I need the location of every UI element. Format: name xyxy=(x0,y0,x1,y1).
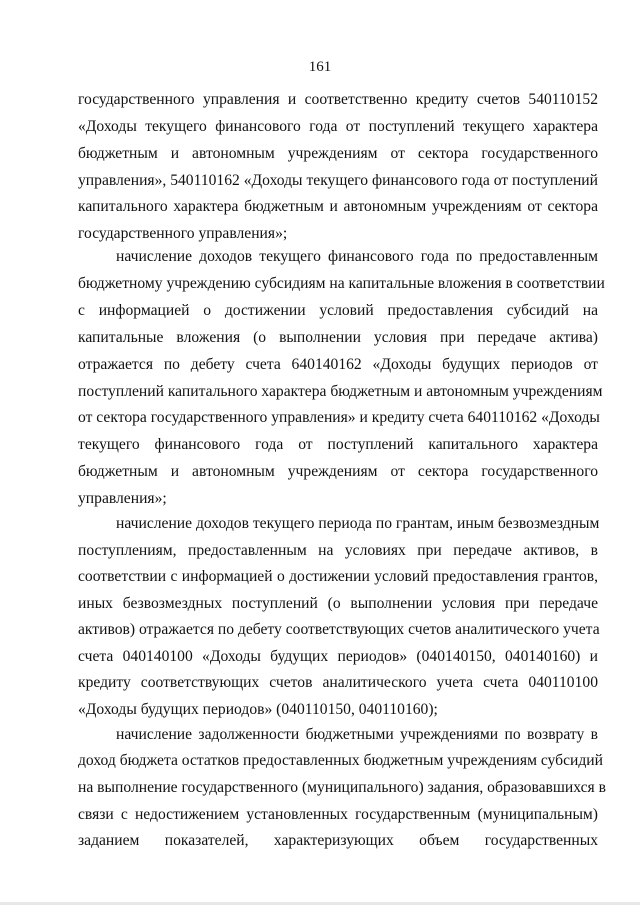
text-line: кредиту соответствующих счетов аналитического учета счета 040110100 xyxy=(78,674,598,691)
text-line: отражается по дебету счета 640140162 «Доходы будущих периодов от xyxy=(78,356,598,373)
text-line: заданием показателей, характеризующих объем государственных xyxy=(78,832,598,849)
text-line: с информацией о достижении условий предоставления субсидий на xyxy=(78,302,598,319)
text-line: поступлениям, предоставленным на условиях при передаче активов, в xyxy=(78,542,598,559)
text-line: капитального характера бюджетным и автономным учреждениям от сектора xyxy=(78,198,598,215)
text-line: на выполнение государственного (муниципального) задания, образовавшихся в xyxy=(78,779,606,796)
text-line: бюджетному учреждению субсидиям на капитальные вложения в соответствии xyxy=(78,275,605,292)
text-line: текущего финансового года от поступлений капитального характера xyxy=(78,436,598,453)
text-line: «Доходы текущего финансового года от поступлений текущего характера xyxy=(78,118,598,135)
text-line: соответствии с информацией о достижении условий предоставления грантов, xyxy=(78,568,598,585)
text-line: счета 040140100 «Доходы будущих периодов» (040140150, 040140160) и xyxy=(78,648,598,665)
text-line: управления», 540110162 «Доходы текущего финансового года от поступлений xyxy=(78,172,598,189)
text-line: поступлений капитального характера бюджетным и автономным учреждениям xyxy=(78,383,603,400)
text-line: начисление доходов текущего финансового года по предоставленным xyxy=(116,248,598,265)
text-line: государственного управления»; xyxy=(78,225,288,242)
text-line: иных безвозмездных поступлений (о выполнении условия при передаче xyxy=(78,595,598,612)
text-line: бюджетным и автономным учреждениям от сектора государственного xyxy=(78,463,598,480)
text-line: государственного управления и соответственно кредиту счетов 540110152 xyxy=(78,91,598,108)
text-line: начисление доходов текущего периода по грантам, иным безвозмездным xyxy=(116,515,600,532)
text-line: управления»; xyxy=(78,490,167,507)
page-number: 161 xyxy=(308,59,332,75)
text-line: активов) отражается по дебету соответствующих счетов аналитического учета xyxy=(78,621,600,638)
text-line: доход бюджета остатков предоставленных бюджетным учреждениям субсидий xyxy=(78,752,603,769)
text-line: от сектора государственного управления» и кредиту счета 640110162 «Доходы xyxy=(78,409,600,426)
text-line: капитальные вложения (о выполнении условия при передаче актива) xyxy=(78,329,598,346)
text-line: начисление задолженности бюджетными учреждениями по возврату в xyxy=(116,726,598,743)
text-line: бюджетным и автономным учреждениям от сектора государственного xyxy=(78,145,598,162)
text-line: связи с недостижением установленных государственным (муниципальным) xyxy=(78,806,598,823)
text-line: «Доходы будущих периодов» (040110150, 040110160); xyxy=(78,701,438,718)
